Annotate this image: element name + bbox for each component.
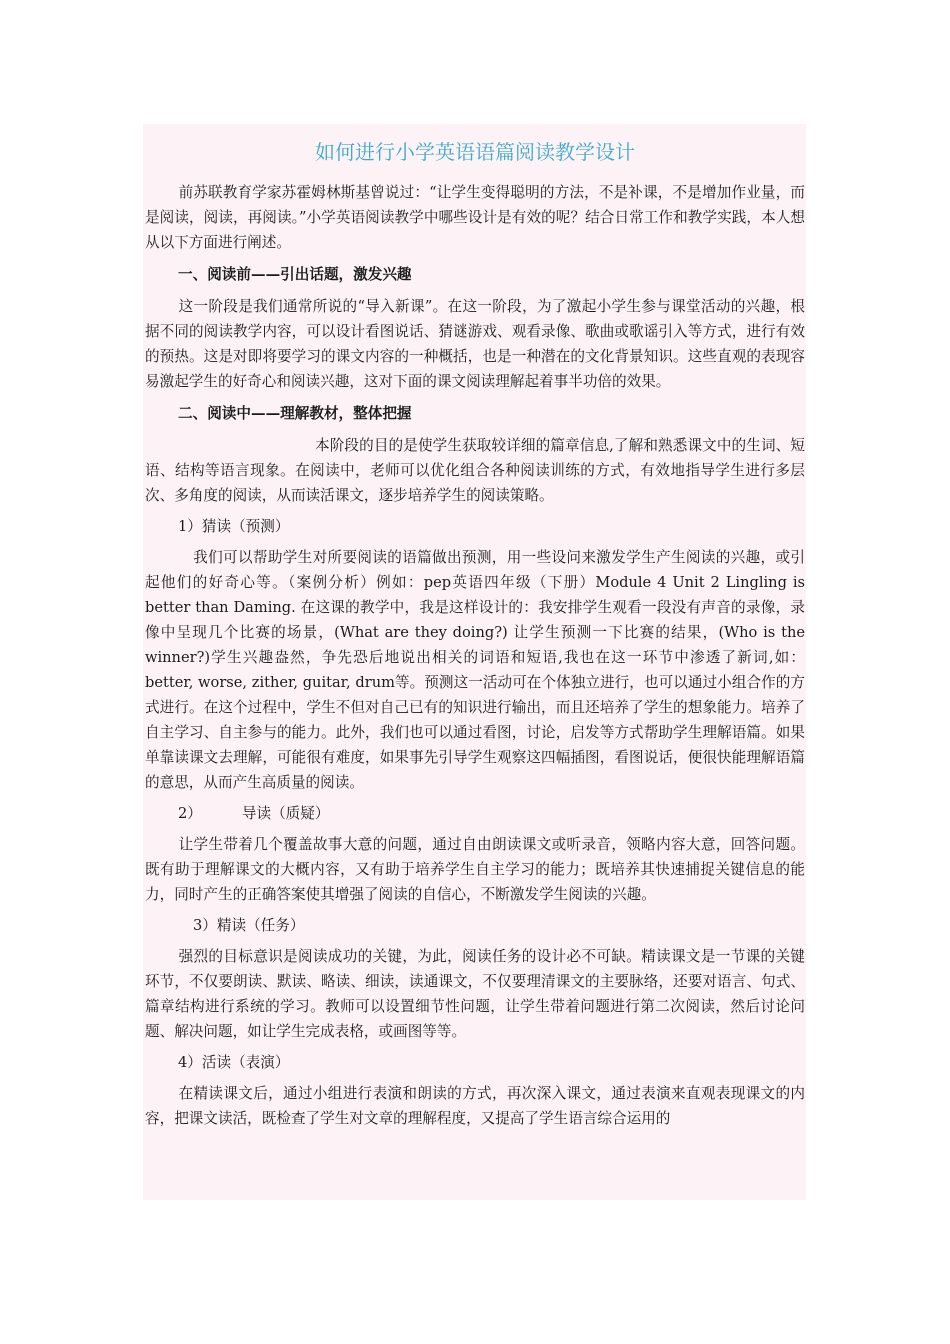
- document-body: [145, 180, 805, 1131]
- item-2-paragraph: 让学生带着几个覆盖故事大意的问题，通过自由朗读课文或听录音，领略内容大意，回答问题。既有助于理解课文的大概内容，又有助于培养学生自主学习的能力；既培养其快速捕捉关键信息的能力，同时产生的正确答案使其增强了阅读的自信心，不断激发学生阅读的兴趣。: [145, 836, 805, 903]
- item-3-heading: 3）精读（任务）: [193, 917, 305, 934]
- section-2-heading: 二、阅读中——理解教材，整体把握: [178, 405, 412, 422]
- section-1-heading: 一、阅读前——引出话题，激发兴趣: [178, 266, 412, 283]
- item-2-number: 2）: [178, 805, 202, 822]
- item-4-paragraph: 在精读课文后，通过小组进行表演和朗读的方式，再次深入课文，通过表演来直观表现课文的内容，把课文读活，既检查了学生对文章的理解程度，又提高了学生语言综合运用的: [145, 1085, 805, 1127]
- item-1-heading: 1）猜读（预测）: [178, 518, 290, 535]
- intro-paragraph: 前苏联教育学家苏霍姆林斯基曾说过：“让学生变得聪明的方法，不是补课，不是增加作业量，而是阅读，阅读，再阅读。”小学英语阅读教学中哪些设计是有效的呢？结合日常工作和教学实践，本人想从以下方面进行阐述。: [145, 184, 805, 251]
- section-2-paragraph: 本阶段的目的是使学生获取较详细的篇章信息,了解和熟悉课文中的生词、短语、结构等语言现象。在阅读中，老师可以优化组合各种阅读训练的方式，有效地指导学生进行多层次、多角度的阅读，从而读活课文，逐步培养学生的阅读策略。: [145, 437, 805, 504]
- item-4-heading: 4）活读（表演）: [178, 1054, 290, 1071]
- item-2-heading: [145, 801, 805, 826]
- item-3-paragraph: 强烈的目标意识是阅读成功的关键，为此，阅读任务的设计必不可缺。精读课文是一节课的关键环节，不仅要朗读、默读、略读、细读，读通课文，不仅要理清课文的主要脉络，还要对语言、句式、篇章结构进行系统的学习。教师可以设置细节性问题，让学生带着问题进行第二次阅读，然后讨论问题、解决问题，如让学生完成表格，或画图等等。: [145, 948, 805, 1040]
- item-1-paragraph: 我们可以帮助学生对所要阅读的语篇做出预测，用一些设问来激发学生产生阅读的兴趣，或引起他们的好奇心等。（案例分析）例如：pep英语四年级（下册）Module 4 Unit 2 Lingling is better than Daming. 在这课的教学中，我是这样设计的：我安排学生观看一段没有声音的录像，录像中呈现几个比赛的场景，(What are they doing?) 让学生预测一下比赛的结果，(Who is the winner?)学生兴趣盎然，争先恐后地说出相关的词语和短语,我也在这一环节中渗透了新词,如：better, worse, zither, guitar, drum等。预测这一活动可在个体独立进行，也可以通过小组合作的方式进行。在这个过程中，学生不但对自己已有的知识进行输出，而且还培养了学生的想象能力。培养了自主学习、自主参与的能力。此外，我们也可以通过看图，讨论，启发等方式帮助学生理解语篇。如果单靠读课文去理解，可能很有难度，如果事先引导学生观察这四幅插图，看图说话，便很快能理解语篇的意思，从而产生高质量的阅读。: [145, 549, 805, 791]
- section-1-paragraph: 这一阶段是我们通常所说的“导入新课”。在这一阶段，为了激起小学生参与课堂活动的兴趣，根据不同的阅读教学内容，可以设计看图说话、猜谜游戏、观看录像、歌曲或歌谣引入等方式，进行有效的预热。这是对即将要学习的课文内容的一种概括，也是一种潜在的文化背景知识。这些直观的表现容易激起学生的好奇心和阅读兴趣，这对下面的课文阅读理解起着事半功倍的效果。: [145, 298, 805, 390]
- document-title: 如何进行小学英语语篇阅读教学设计: [315, 140, 635, 164]
- item-2-label: 导读（质疑）: [241, 805, 330, 822]
